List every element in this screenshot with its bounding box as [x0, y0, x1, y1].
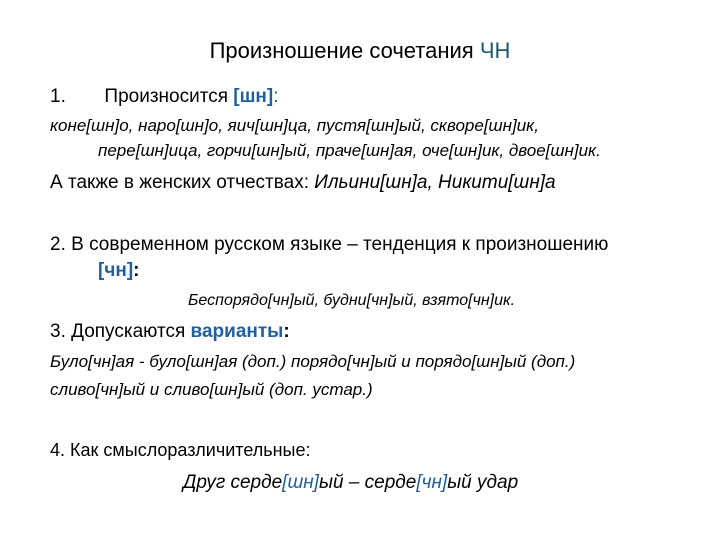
item-3	[50, 321, 290, 343]
patronymics	[50, 172, 556, 194]
item-3-line-1: Було[чн]ая - було[шн]ая (доп.) порядо[чн]ый и порядо[шн]ый (доп.)	[50, 352, 576, 371]
item-4: 4. Как смыслоразличительные:	[50, 440, 311, 460]
item-2-examples: Беспорядо[чн]ый, будни[чн]ый, взято[чн]ик.	[188, 292, 516, 309]
item-2-highlight-line	[98, 260, 140, 282]
item-3-text: 3. Допускаются	[50, 321, 191, 342]
patronymics-examples: Ильини[шн]а, Никити[шн]а	[314, 172, 556, 193]
item-2-line-1: 2. В современном русском языке – тенденция к произношению	[50, 234, 609, 255]
item-2-colon: :	[133, 260, 140, 281]
item-4-example	[183, 472, 518, 494]
item-3-highlight: варианты	[190, 321, 284, 342]
title-prefix: Произношение сочетания	[209, 38, 480, 63]
item-4-example-d: [чн]	[416, 472, 448, 493]
item-3-line-2: сливо[чн]ый и сливо[шн]ый (доп. устар.)	[50, 380, 373, 399]
item-1	[50, 86, 279, 108]
item-2-highlight: [чн]	[98, 260, 134, 281]
examples-1-line-2: пере[шн]ица, горчи[шн]ый, праче[шн]ая, оче[шн]ик, двое[шн]ик.	[98, 141, 601, 160]
examples-1-line-1: коне[шн]о, наро[шн]о, яич[шн]ца, пустя[шн]ый, скворе[шн]ик,	[50, 116, 539, 135]
slide-title	[0, 38, 720, 64]
item-4-example-e: ый удар	[447, 472, 519, 493]
item-4-example-c: ый – серде	[318, 472, 417, 493]
item-4-example-a: Друг серде	[183, 472, 283, 493]
patronymics-text: А также в женских отчествах:	[50, 172, 315, 193]
title-accent: ЧН	[479, 38, 511, 63]
item-1-colon: :	[273, 86, 279, 107]
item-3-colon: :	[283, 321, 290, 342]
item-1-text: Произносится	[104, 86, 234, 107]
item-1-highlight: [шн]	[233, 86, 274, 107]
item-4-example-b: [шн]	[282, 472, 319, 493]
item-1-number: 1.	[50, 86, 66, 107]
